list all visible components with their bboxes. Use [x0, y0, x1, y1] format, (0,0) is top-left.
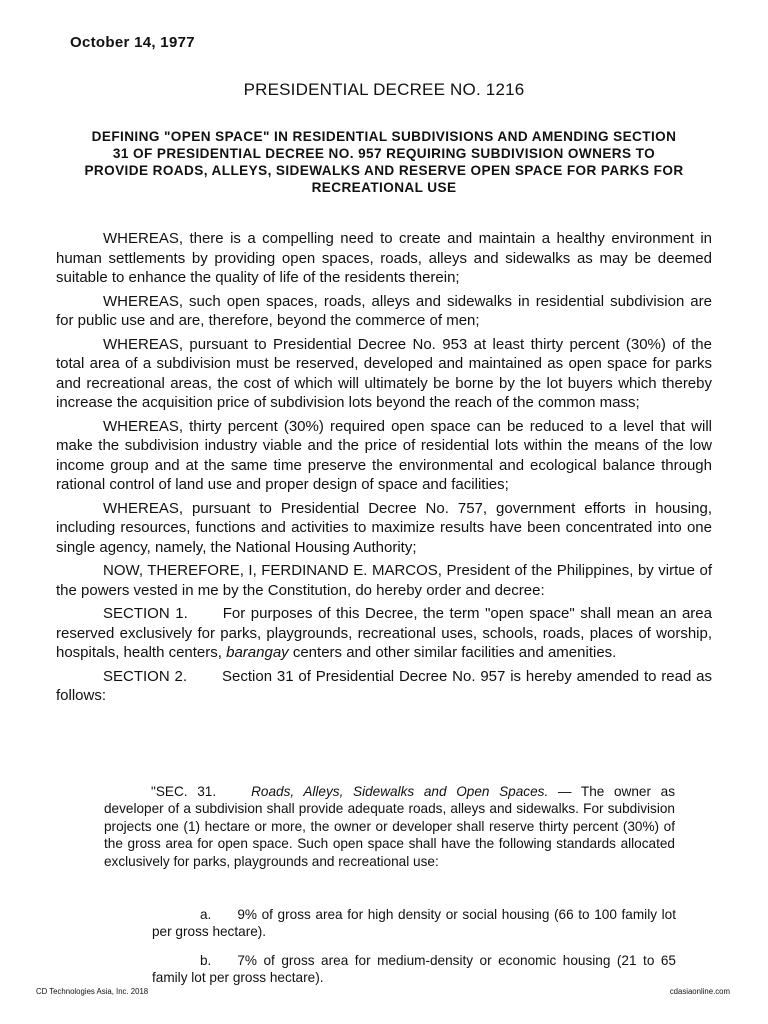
- document-date: October 14, 1977: [70, 34, 195, 51]
- section-1-paragraph: [56, 604, 712, 663]
- sub-item-a-text: 9% of gross area for high density or social housing (66 to 100 family lot per gross hectare).: [152, 907, 676, 940]
- sec-31-title: Roads, Alleys, Sidewalks and Open Spaces.: [251, 784, 549, 799]
- footer-website: cdasiaonline.com: [669, 987, 730, 996]
- section-2-text: Section 31 of Presidential Decree No. 957 is hereby amended to read as follows:: [56, 667, 712, 704]
- sec-31-quote: [104, 783, 675, 870]
- section-1-italic-word: barangay: [226, 644, 289, 661]
- sub-item-a: [152, 906, 676, 941]
- sec-31-dash: —: [557, 784, 572, 799]
- footer-copyright: CD Technologies Asia, Inc. 2018: [36, 987, 149, 996]
- section-2-paragraph: [56, 667, 712, 706]
- whereas-paragraph-4: WHEREAS, thirty percent (30%) required open space can be reduced to a level that will make the subdivision industry viable and the price of residential lots within the means of the low income group and at the same time preserve the environmental and ecological balance through rational control of land use and proper design of space and facilities;: [56, 417, 712, 493]
- now-therefore-paragraph: NOW, THEREFORE, I, FERDINAND E. MARCOS, President of the Philippines, by virtue of the powers vested in me by the Constitution, do hereby order and decree:: [56, 562, 712, 599]
- sub-item-b: [152, 952, 676, 987]
- whereas-paragraph-3: WHEREAS, pursuant to Presidential Decree No. 953 at least thirty percent (30%) of the total area of a subdivision must be reserved, developed and maintained as open space for parks and recreational areas, the cost of which will ultimately be borne by the lot buyers which thereby increase the acquisition price of subdivision lots beyond the reach of the common mass;: [56, 335, 712, 411]
- decree-title: PRESIDENTIAL DECREE NO. 1216: [243, 80, 525, 99]
- whereas-paragraph-5: WHEREAS, pursuant to Presidential Decree No. 757, government efforts in housing, including resources, functions and activities to maximize results have been concentrated into one single agency, namely, the National Housing Authority;: [56, 499, 712, 556]
- sec-31-text: The owner as developer of a subdivision shall provide adequate roads, alleys and sidewalks. For subdivision projects one (1) hectare or more, the owner or developer shall reserve thirty percent (30%) of the gross area for open space. Such open space shall have the following standards allocated exclusively for parks, playgrounds and recreational use:: [104, 784, 675, 869]
- section-1-label: SECTION 1.: [103, 605, 188, 622]
- sub-item-b-label: b.: [200, 953, 212, 968]
- whereas-paragraph-2: WHEREAS, such open spaces, roads, alleys and sidewalks in residential subdivision are for public use and are, therefore, beyond the commerce of men;: [56, 292, 712, 329]
- sec-31-label: "SEC. 31.: [151, 784, 217, 799]
- document-body: [56, 229, 712, 710]
- section-2-label: SECTION 2.: [103, 667, 188, 685]
- decree-heading: DEFINING "OPEN SPACE" IN RESIDENTIAL SUBDIVISIONS AND AMENDING SECTION 31 OF PRESIDENTIAL DECREE NO. 957 REQUIRING SUBDIVISION OWNERS TO PROVIDE ROADS, ALLEYS, SIDEWALKS AND RESERVE OPEN SPACE FOR PARKS FOR RECREATIONAL USE: [84, 129, 684, 195]
- sub-item-a-label: a.: [200, 907, 212, 922]
- whereas-paragraph-1: WHEREAS, there is a compelling need to create and maintain a healthy environment in human settlements by providing open spaces, roads, alleys and sidewalks as may be deemed suitable to enhance the quality of life of the residents therein;: [56, 230, 712, 286]
- section-1-text-before: For purposes of this Decree, the term "open space" shall mean an area reserved exclusively for parks, playgrounds, recreational uses, schools, roads, places of worship, hospitals, health centers,: [56, 605, 712, 661]
- section-1-text-after: centers and other similar facilities and amenities.: [292, 644, 617, 661]
- sub-item-b-text: 7% of gross area for medium-density or economic housing (21 to 65 family lot per gross hectare).: [152, 953, 676, 986]
